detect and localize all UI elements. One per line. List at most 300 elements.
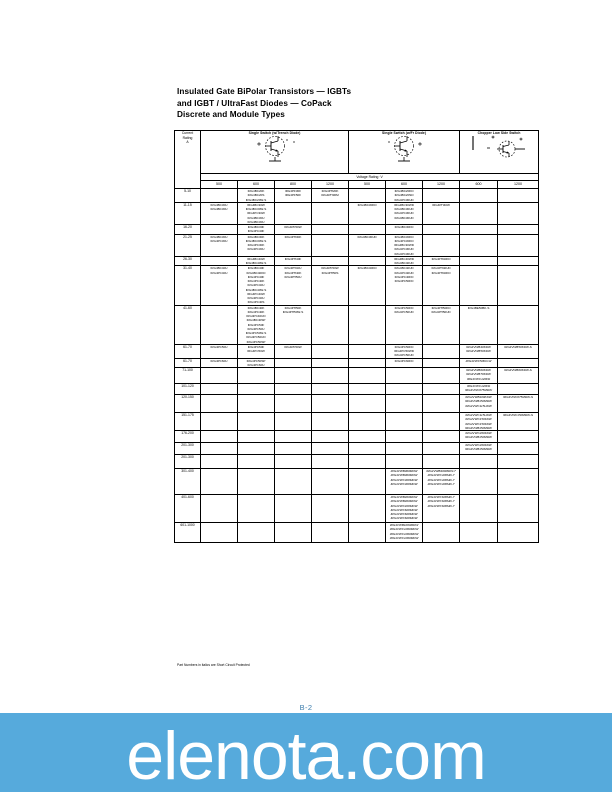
part-number: IRG4PC60FD bbox=[394, 358, 414, 363]
part-number: IRG4PC30W bbox=[247, 211, 265, 216]
part-number-cell bbox=[498, 202, 539, 224]
part-number-cell bbox=[423, 395, 460, 413]
selection-guide-table bbox=[174, 130, 538, 660]
table-row bbox=[175, 443, 539, 455]
part-number-cell bbox=[460, 413, 498, 431]
table-row bbox=[175, 455, 539, 469]
part-number-cell bbox=[275, 455, 312, 469]
part-number: IRG4BC30U bbox=[210, 207, 228, 211]
part-number-cell bbox=[312, 234, 349, 256]
part-number: IRG4VWC075MDW-S bbox=[503, 395, 533, 399]
part-number: IRG4BC40W-S bbox=[245, 287, 267, 292]
part-number: IRG4VWB40KDW bbox=[466, 344, 491, 349]
part-number: IRG4BC30W-S bbox=[245, 238, 267, 243]
topology-single-switch-fr bbox=[349, 131, 460, 174]
part-number-cell bbox=[423, 431, 460, 443]
part-number-cell bbox=[386, 225, 423, 235]
part-number-cell bbox=[498, 455, 539, 469]
part-number: IRG4PF50W bbox=[284, 344, 302, 349]
part-number-cell bbox=[349, 368, 386, 384]
current-rating-header-line-2: Rating bbox=[182, 135, 193, 140]
part-number-cell bbox=[275, 431, 312, 443]
current-rating-cell: 301-400 bbox=[175, 469, 201, 495]
part-number: IRG4PC50F bbox=[247, 322, 265, 327]
part-number: IRG4BC40W-S bbox=[245, 261, 267, 265]
current-rating-cell: 5-10 bbox=[175, 189, 201, 203]
part-number: IRG4BC20SD bbox=[394, 193, 414, 198]
voltage-col-0: 500 bbox=[201, 181, 238, 189]
part-number-cell bbox=[201, 495, 238, 523]
part-number: IRG4VWC600MDW bbox=[390, 512, 418, 516]
part-number: IRG4PH50K bbox=[284, 305, 302, 310]
part-number-cell bbox=[386, 413, 423, 431]
part-number-cell bbox=[498, 358, 539, 368]
part-number: IRG4VWB150MDW bbox=[465, 435, 492, 440]
part-number: IRG4BC30WD bbox=[394, 202, 414, 207]
part-number-cell bbox=[349, 256, 386, 266]
part-number-cell bbox=[460, 189, 498, 203]
part-number-cell bbox=[201, 266, 238, 305]
table-row bbox=[175, 305, 539, 344]
current-rating-cell: 201-300 bbox=[175, 455, 201, 469]
part-number: IRG4PC50U bbox=[247, 326, 265, 331]
part-number-cell bbox=[312, 305, 349, 344]
part-number-cell bbox=[275, 305, 312, 344]
part-number: IRG4PH40F bbox=[284, 256, 302, 261]
part-number-cell bbox=[201, 413, 238, 431]
part-number-cell bbox=[238, 202, 275, 224]
part-number: IRG4VWC600MD-7 bbox=[427, 503, 455, 508]
part-number: IRG4PH50U bbox=[284, 274, 302, 279]
title-line-3: Discrete and Module Types bbox=[177, 110, 285, 120]
part-number-cell bbox=[423, 384, 460, 395]
part-number-cell bbox=[238, 455, 275, 469]
part-number-cell bbox=[238, 431, 275, 443]
part-number-cell bbox=[312, 443, 349, 455]
part-number: IRG4BC20K bbox=[247, 189, 265, 193]
part-number-cell bbox=[201, 395, 238, 413]
part-number-cell bbox=[349, 358, 386, 368]
part-number: IRG4BC40KD bbox=[357, 266, 377, 271]
table-row bbox=[175, 234, 539, 256]
part-number: IRG4PC60U bbox=[210, 358, 228, 363]
title-line-1: Insulated Gate BiPolar Transistors — IGBTs bbox=[177, 87, 352, 96]
current-rating-cell: 21-25 bbox=[175, 234, 201, 256]
current-rating-cell: 31-40 bbox=[175, 266, 201, 305]
part-number-cell bbox=[498, 266, 539, 305]
current-rating-header-line-1: Current bbox=[181, 131, 194, 135]
part-number-cell bbox=[312, 266, 349, 305]
table-row bbox=[175, 256, 539, 266]
part-number: IRG4BC20W-S bbox=[245, 197, 267, 202]
part-number-cell bbox=[498, 443, 539, 455]
part-number-cell bbox=[201, 225, 238, 235]
part-number: IRG4PC50FD bbox=[394, 344, 414, 349]
part-number-cell bbox=[238, 443, 275, 455]
part-number-cell bbox=[312, 431, 349, 443]
igbt-table bbox=[174, 130, 539, 543]
part-number-cell bbox=[460, 495, 498, 523]
part-number: IRG4VWB60KDW-S bbox=[504, 368, 532, 372]
part-number-cell bbox=[312, 523, 349, 543]
part-number-cell bbox=[312, 225, 349, 235]
part-number: IRG4VWB1000MDW bbox=[389, 523, 419, 527]
part-number-cell bbox=[201, 455, 238, 469]
chopper-module-symbol-icon bbox=[460, 133, 538, 166]
part-number-cell bbox=[423, 202, 460, 224]
part-number: IRG4PC50WD bbox=[394, 349, 414, 353]
table-row bbox=[175, 368, 539, 384]
voltage-rating-band: Voltage Rating ·V bbox=[201, 174, 539, 181]
part-number: IRG4VWB70KDW bbox=[466, 372, 491, 377]
part-number: IRG4VWC50KD-W bbox=[465, 358, 492, 363]
part-number: IRG4PC30U bbox=[210, 238, 228, 243]
part-number: IRG4BC40W bbox=[247, 256, 265, 261]
part-number: IRG4VWC1000MDW bbox=[389, 527, 419, 532]
current-rating-cell: 176-200 bbox=[175, 431, 201, 443]
part-number: IRG4BC40KD bbox=[246, 270, 266, 275]
part-number: IRG4BC40SP bbox=[246, 318, 266, 323]
part-number: IRG4PC30UD bbox=[394, 211, 414, 216]
part-number: IRG4VWC400MDW bbox=[390, 503, 418, 508]
part-number: IRG4PF50W bbox=[284, 225, 302, 229]
current-rating-header-line-3: A bbox=[186, 140, 189, 145]
table-row bbox=[175, 202, 539, 224]
table-body bbox=[175, 189, 539, 543]
part-number: IRG4VWB400MDW bbox=[390, 495, 418, 499]
part-number: IRG4PH50S bbox=[321, 270, 339, 275]
part-number: IRG4VWC600MD-7 bbox=[427, 495, 455, 499]
table-row bbox=[175, 225, 539, 235]
part-number: IRG4PH50UD bbox=[431, 309, 451, 314]
part-number-cell bbox=[498, 395, 539, 413]
part-number: IRG4BC30W bbox=[247, 202, 265, 207]
part-number-cell bbox=[275, 443, 312, 455]
part-number: IRG4PH40K bbox=[284, 270, 302, 275]
part-number-cell bbox=[238, 225, 275, 235]
table-row bbox=[175, 469, 539, 495]
part-number: IRG4BC40UD bbox=[394, 261, 414, 265]
part-number-cell bbox=[238, 413, 275, 431]
part-number-cell bbox=[498, 413, 539, 431]
part-number: IRG4PF50W bbox=[321, 266, 339, 271]
part-number-cell bbox=[349, 395, 386, 413]
part-number-cell bbox=[275, 358, 312, 368]
part-number-cell bbox=[349, 495, 386, 523]
part-number-cell bbox=[238, 344, 275, 358]
part-number-cell bbox=[498, 225, 539, 235]
part-number-cell bbox=[460, 358, 498, 368]
part-number: IRG4BC30KD bbox=[357, 202, 377, 207]
part-number: IRG4BC30W-S bbox=[245, 207, 267, 211]
part-number: IRG4PH40KD bbox=[431, 270, 451, 275]
part-number-cell bbox=[423, 344, 460, 358]
part-number-cell bbox=[460, 256, 498, 266]
table-row bbox=[175, 431, 539, 443]
part-number: IRG4PC40UD bbox=[246, 314, 266, 318]
part-number: IRG4PH40W bbox=[432, 202, 450, 207]
part-number: IRG4VWC1000MDW bbox=[389, 531, 419, 536]
part-number: IRG4VWB50KDW-S bbox=[504, 344, 532, 349]
part-number: IRG4PF50F bbox=[284, 193, 302, 198]
part-number: IRG4PH50W-S bbox=[282, 309, 304, 314]
part-number-cell bbox=[312, 395, 349, 413]
part-number-cell bbox=[423, 523, 460, 543]
igbt-copack-symbol-icon bbox=[201, 133, 348, 166]
part-number-cell bbox=[386, 344, 423, 358]
current-rating-cell: 71-100 bbox=[175, 368, 201, 384]
part-number-cell bbox=[386, 455, 423, 469]
part-number-cell bbox=[498, 523, 539, 543]
part-number-cell bbox=[349, 443, 386, 455]
part-number-cell bbox=[386, 495, 423, 523]
part-number-cell bbox=[275, 266, 312, 305]
part-number: IRG4BC20S bbox=[247, 193, 265, 198]
part-number-cell bbox=[386, 234, 423, 256]
table-row bbox=[175, 384, 539, 395]
current-rating-cell: 120-150 bbox=[175, 395, 201, 413]
part-number-cell bbox=[201, 443, 238, 455]
part-number: IRG4PC40F bbox=[247, 274, 265, 279]
part-number: IRG4PF30F bbox=[284, 189, 302, 193]
part-number-cell bbox=[460, 266, 498, 305]
voltage-col-5: 600 bbox=[386, 181, 423, 189]
part-number: IRG4PC50UD bbox=[394, 353, 414, 358]
part-number: IRG4PC60U bbox=[247, 362, 265, 367]
part-number-cell bbox=[238, 495, 275, 523]
part-number: IRG4PH40U bbox=[284, 266, 302, 271]
part-number-cell bbox=[460, 431, 498, 443]
part-number: IRG4VWC115UDW bbox=[465, 413, 492, 417]
part-number: IRG4PC30UD bbox=[394, 247, 414, 252]
part-number-cell bbox=[201, 256, 238, 266]
part-number: IRG4VWC400MD-7 bbox=[427, 481, 455, 486]
part-number: IRG4PC50W bbox=[247, 349, 265, 353]
part-number-cell bbox=[386, 469, 423, 495]
part-number-cell bbox=[386, 189, 423, 203]
table-row bbox=[175, 344, 539, 358]
current-rating-cell: 11-15 bbox=[175, 202, 201, 224]
part-number-cell bbox=[423, 495, 460, 523]
part-number-cell bbox=[238, 395, 275, 413]
part-number: IRG4BC40K bbox=[247, 305, 265, 310]
part-number-cell bbox=[238, 234, 275, 256]
part-number-cell bbox=[423, 305, 460, 344]
part-number: IRG4VWC115UDW bbox=[465, 403, 492, 408]
part-number-cell bbox=[349, 234, 386, 256]
page-number: B-2 bbox=[299, 703, 313, 712]
current-rating-cell: 101-120 bbox=[175, 384, 201, 395]
part-number-cell bbox=[423, 469, 460, 495]
part-number: IRG4PC50FD bbox=[394, 305, 414, 310]
part-number: IRG4PC30U bbox=[247, 247, 265, 252]
part-number: IRG4VWC150MDW-S bbox=[503, 413, 533, 417]
topology-chopper bbox=[460, 131, 539, 174]
part-number-cell bbox=[349, 469, 386, 495]
part-number-cell bbox=[349, 189, 386, 203]
current-rating-cell: 201-300 bbox=[175, 443, 201, 455]
part-number-cell bbox=[201, 523, 238, 543]
part-number-cell bbox=[460, 305, 498, 344]
part-number: IRG4VWB50KDW bbox=[466, 349, 491, 353]
voltage-col-8: 1200 bbox=[498, 181, 539, 189]
part-number: IRG4VWC300MDW bbox=[390, 477, 418, 482]
part-number: IRG4PC40U bbox=[210, 270, 228, 275]
part-number-cell bbox=[312, 495, 349, 523]
part-number: IRG4BC30WD bbox=[394, 243, 414, 247]
part-number: IRG4PH20K bbox=[321, 189, 339, 193]
topology-label-3: Chopper Low Side Switch bbox=[477, 131, 521, 135]
part-number: IRG4VWC600MDW bbox=[390, 516, 418, 521]
part-number-cell bbox=[498, 305, 539, 344]
part-number-cell bbox=[460, 443, 498, 455]
table-row bbox=[175, 495, 539, 523]
part-number: IRG4VWB300MDW bbox=[390, 473, 418, 478]
part-number-cell bbox=[312, 189, 349, 203]
part-number-cell bbox=[275, 384, 312, 395]
part-number-cell bbox=[460, 202, 498, 224]
part-number-cell bbox=[423, 368, 460, 384]
part-number-cell bbox=[238, 358, 275, 368]
part-number-cell bbox=[498, 469, 539, 495]
part-number-cell bbox=[460, 384, 498, 395]
part-number: IRG4VWB300MDW bbox=[390, 469, 418, 473]
part-number-cell bbox=[275, 189, 312, 203]
current-rating-cell: 61-70 bbox=[175, 344, 201, 358]
part-number-cell bbox=[423, 358, 460, 368]
part-number-cell bbox=[386, 523, 423, 543]
part-number: IRG4BC30U bbox=[210, 234, 228, 239]
current-rating-cell: 26-30 bbox=[175, 256, 201, 266]
part-number-cell bbox=[423, 455, 460, 469]
part-number-cell bbox=[498, 256, 539, 266]
current-rating-cell: 401-600 bbox=[175, 495, 201, 523]
page-title bbox=[177, 86, 537, 121]
part-number: IRG4BC30K bbox=[247, 234, 265, 239]
title-line-2: and IGBT / UltraFast Diodes — CoPack bbox=[177, 98, 332, 108]
part-number: IRG4PC40S bbox=[247, 300, 265, 305]
current-rating-cell: 61-70 bbox=[175, 358, 201, 368]
part-number-cell bbox=[386, 384, 423, 395]
part-number-cell bbox=[275, 344, 312, 358]
voltage-col-1: 600 bbox=[238, 181, 275, 189]
part-number-cell bbox=[349, 413, 386, 431]
part-number: IRG4PC40FD bbox=[394, 274, 414, 279]
part-number: IRG4VWC120FD bbox=[466, 384, 491, 388]
part-number: IRG4VWB150MDW bbox=[465, 425, 492, 430]
part-number-cell bbox=[460, 234, 498, 256]
voltage-col-6: 1200 bbox=[423, 181, 460, 189]
topology-label-2: Single Switch (w/Fr Diode) bbox=[382, 131, 427, 135]
part-number-cell bbox=[201, 344, 238, 358]
part-number-cell bbox=[349, 344, 386, 358]
part-number-cell bbox=[312, 413, 349, 431]
part-number: IRG4PH40KD bbox=[431, 256, 451, 261]
part-number: IRG4PC30UD bbox=[394, 197, 414, 202]
part-number-cell bbox=[238, 368, 275, 384]
part-number-cell bbox=[423, 256, 460, 266]
part-number-cell bbox=[275, 395, 312, 413]
part-number: IRG4BC30UD bbox=[394, 207, 414, 211]
part-number: IRG4VWC200FDW bbox=[465, 431, 492, 435]
part-number-cell bbox=[498, 495, 539, 523]
part-number-cell bbox=[423, 413, 460, 431]
part-number-cell bbox=[460, 395, 498, 413]
part-number: IRG4PH50KD bbox=[431, 305, 451, 310]
part-number-cell bbox=[238, 305, 275, 344]
part-number-cell bbox=[498, 189, 539, 203]
part-number: IRG4BC30FD bbox=[394, 225, 414, 229]
part-number: IRG4VWC200FDW bbox=[465, 443, 492, 447]
part-number: IRG4VWC400MD-7 bbox=[427, 473, 455, 478]
part-number-cell bbox=[201, 368, 238, 384]
part-number: IRG4BC40U bbox=[210, 266, 228, 271]
part-number-cell bbox=[498, 431, 539, 443]
part-number: IRG4PC40W bbox=[247, 291, 265, 296]
part-number: IRG4PC50U bbox=[210, 344, 228, 349]
part-number-cell bbox=[201, 358, 238, 368]
part-number: IRG4PC40UD bbox=[394, 270, 414, 275]
part-number-cell bbox=[312, 469, 349, 495]
part-number-cell bbox=[386, 431, 423, 443]
part-number-cell bbox=[275, 368, 312, 384]
part-number: IRG4PC40U bbox=[247, 296, 265, 300]
part-number-cell bbox=[312, 455, 349, 469]
part-number-cell bbox=[386, 256, 423, 266]
part-number-cell bbox=[349, 455, 386, 469]
part-number-cell bbox=[423, 443, 460, 455]
part-number: IRG4PC50UD bbox=[246, 335, 266, 340]
part-number-cell bbox=[238, 523, 275, 543]
current-rating-cell: 151-175 bbox=[175, 413, 201, 431]
part-number: IRG4BC30UD bbox=[357, 234, 377, 239]
part-number: IRG4PC40U bbox=[247, 283, 265, 288]
part-number-cell bbox=[238, 189, 275, 203]
part-number-cell bbox=[201, 202, 238, 224]
part-number-cell bbox=[349, 266, 386, 305]
part-number-cell bbox=[423, 234, 460, 256]
part-number-cell bbox=[386, 266, 423, 305]
topology-single-switch-trench bbox=[201, 131, 349, 174]
part-number-cell bbox=[386, 368, 423, 384]
table-row bbox=[175, 413, 539, 431]
part-number-cell bbox=[312, 384, 349, 395]
part-number: IRG4PH30M bbox=[321, 193, 339, 198]
part-number-cell bbox=[423, 189, 460, 203]
part-number-cell bbox=[201, 469, 238, 495]
part-number-cell bbox=[275, 202, 312, 224]
part-number: IRG4PC50W-S bbox=[245, 331, 267, 335]
part-number: IRG4VWC300MDW bbox=[390, 481, 418, 486]
part-number: IRG4PC50FD bbox=[394, 279, 414, 283]
part-number-cell bbox=[498, 384, 539, 395]
part-number-cell bbox=[238, 256, 275, 266]
part-number-cell bbox=[423, 225, 460, 235]
topology-header-row bbox=[175, 131, 539, 174]
part-number-cell bbox=[238, 266, 275, 305]
part-number: IRG4VWC400MD-7 bbox=[427, 477, 455, 482]
part-number-cell bbox=[460, 455, 498, 469]
part-number-cell bbox=[275, 469, 312, 495]
watermark-text: elenota.com bbox=[126, 717, 486, 794]
part-number: IRG4PC50F bbox=[247, 344, 265, 349]
part-number: IRG4PC30K bbox=[247, 243, 265, 247]
part-number-cell bbox=[386, 202, 423, 224]
part-number-cell bbox=[312, 368, 349, 384]
igbt-copack-symbol-icon bbox=[349, 133, 459, 166]
part-number: IRG4PC30KD bbox=[394, 238, 414, 243]
table-head bbox=[175, 131, 539, 189]
